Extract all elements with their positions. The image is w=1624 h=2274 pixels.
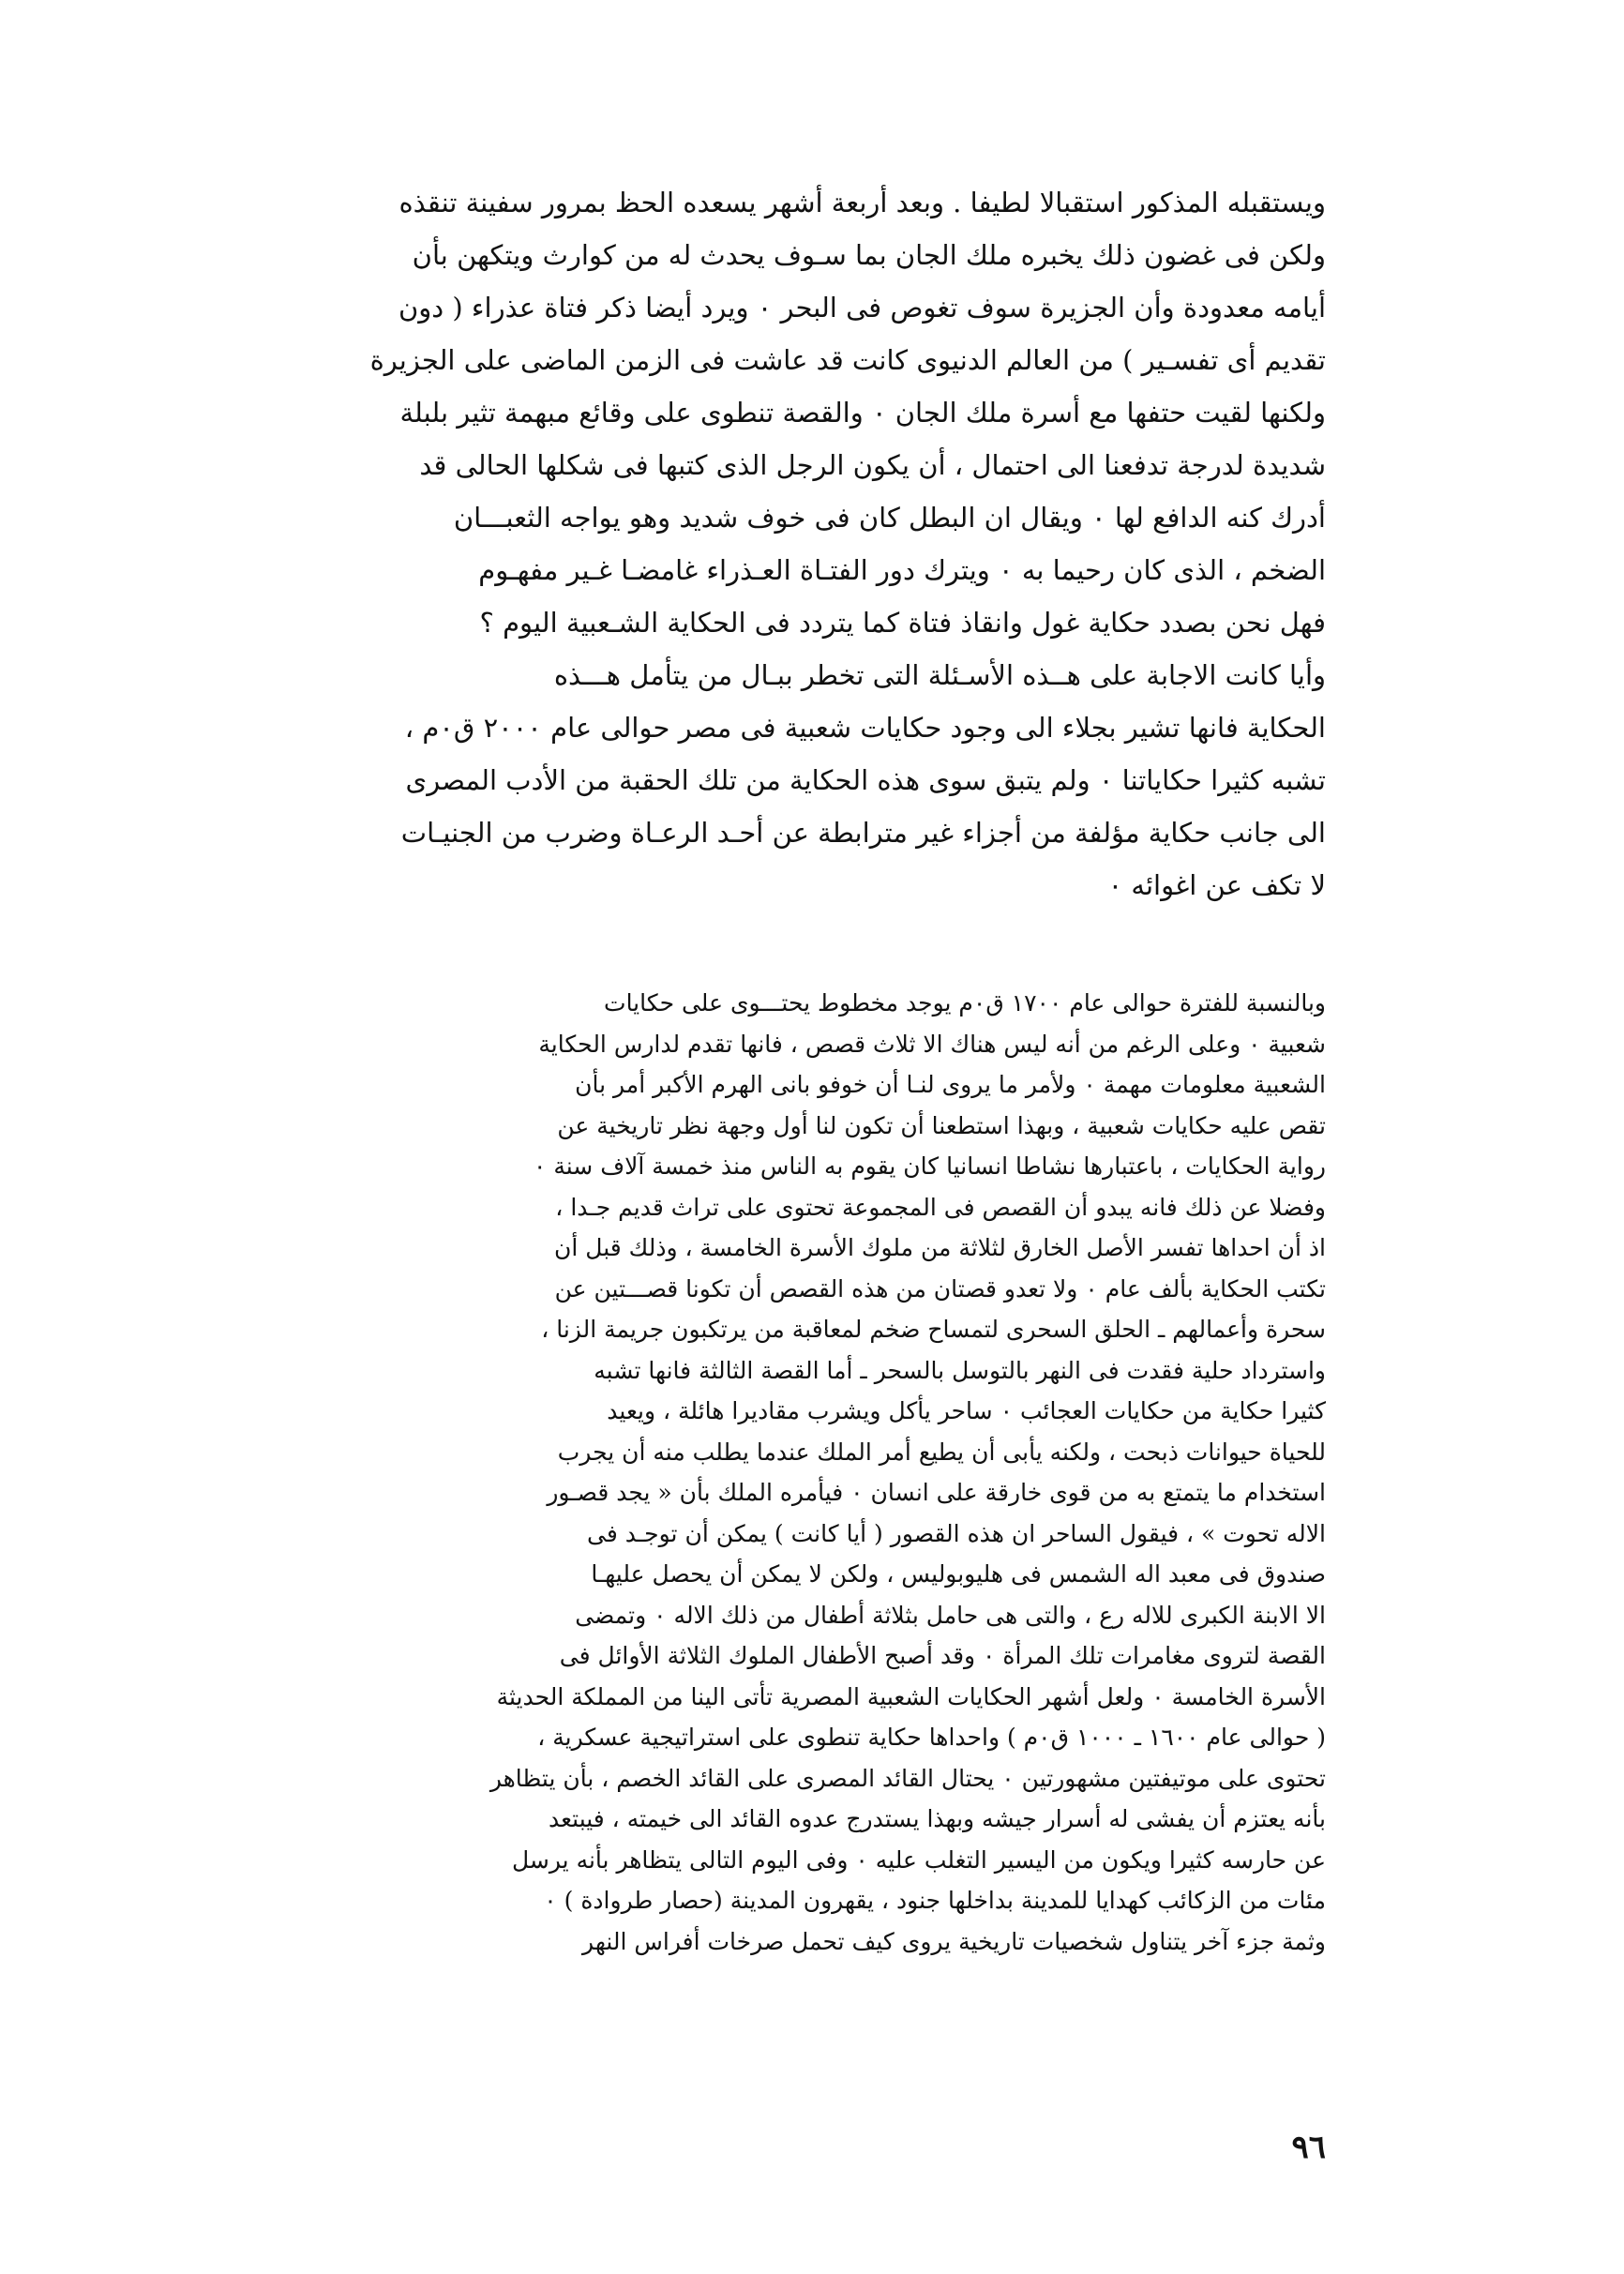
text-line: ( حوالى عام ١٦٠٠ ـ ١٠٠٠ ق٠م ) واحداها حكاية تنطوى على استراتيجية عسكرية ،	[537, 1724, 1326, 1751]
text-line: استخدام ما يتمتع به من قوى خارقة على انسان ٠ فيأمره الملك بأن « يجد قصـور	[547, 1479, 1326, 1506]
text-line: فهل نحن بصدد حكاية غول وانقاذ فتاة كما يتردد فى الحكاية الشـعبية اليوم ؟	[479, 607, 1326, 639]
text-line: تشبه كثيرا حكاياتنا ٠ ولم يتبق سوى هذه الحكاية من تلك الحقبة من الأدب المصرى	[405, 764, 1326, 796]
text-line: تقديم أى تفسـير ) من العالم الدنيوى كانت قد عاشت فى الزمن الماضى على الجزيرة	[369, 344, 1326, 376]
text-line: شعبية ٠ وعلى الرغم من أنه ليس هناك الا ثلاث قصص ، فانها تقدم لدارس الحكاية	[538, 1030, 1326, 1058]
text-line: وثمة جزء آخر يتناول شخصيات تاريخية يروى كيف تحمل صرخات أفراس النهر	[582, 1927, 1326, 1955]
text-line: تقص عليه حكايات شعبية ، وبهذا استطعنا أن تكون لنا أول وجهة نظر تاريخية عن	[557, 1111, 1326, 1139]
text-line: تحتوى على موتيفتين مشهورتين ٠ يحتال القائد المصرى على القائد الخصم ، بأن يتظاهر	[489, 1764, 1326, 1792]
text-line: شديدة لدرجة تدفعنا الى احتمال ، أن يكون الرجل الذى كتبها فى شكلها الحالى قد	[419, 449, 1326, 481]
text-line: اذ أن احداها تفسر الأصل الخارق لثلاثة من ملوك الأسرة الخامسة ، وذلك قبل أن	[554, 1234, 1326, 1261]
text-line: الاله تحوت » ، فيقول الساحر ان هذه القصور ( أيا كانت ) يمكن أن توجـد فى	[587, 1519, 1326, 1547]
text-line: الا الابنة الكبرى للاله رع ، والتى هى حامل بثلاثة أطفال من ذلك الاله ٠ وتمضى	[575, 1601, 1326, 1629]
text-line: لا تكف عن اغوائه ٠	[1107, 869, 1326, 901]
text-line: واسترداد حلية فقدت فى النهر بالتوسل بالسحر ـ أما القصة الثالثة فانها تشبه	[594, 1356, 1326, 1384]
text-line: عن حارسه كثيرا ويكون من اليسير التغلب عليه ٠ وفى اليوم التالى يتظاهر بأنه يرسل	[511, 1845, 1326, 1874]
text-line: الأسرة الخامسة ٠ ولعل أشهر الحكايات الشعبية المصرية تأتى الينا من المملكة الحديثة	[496, 1682, 1326, 1710]
text-line: وبالنسبة للفترة حوالى عام ١٧٠٠ ق٠م يوجد مخطوط يحتـــوى على حكايات	[604, 989, 1326, 1017]
paragraph-2	[274, 983, 1326, 1962]
text-line: الى جانب حكاية مؤلفة من أجزاء غير مترابطة عن أحـد الرعـاة وضرب من الجنيـات	[400, 817, 1326, 849]
text-line: أدرك كنه الدافع لها ٠ ويقال ان البطل كان فى خوف شديد وهو يواجه الثعبـــان	[453, 502, 1326, 534]
paragraph-1	[274, 176, 1326, 911]
text-line: وأيا كانت الاجابة على هــذه الأسـئلة التى تخطر ببـال من يتأمل هـــذه	[553, 659, 1326, 691]
text-line: أيامه معدودة وأن الجزيرة سوف تغوص فى البحر ٠ ويرد أيضا ذكر فتاة عذراء ( دون	[398, 292, 1326, 324]
text-line: صندوق فى معبد اله الشمس فى هليوبوليس ، ولكن لا يمكن أن يحصل عليهـا	[591, 1560, 1326, 1588]
text-line: ويستقبله المذكور استقبالا لطيفا . وبعد أربعة أشهر يسعده الحظ بمرور سفينة تنقذه	[398, 187, 1326, 218]
text-line: كثيرا حكاية من حكايات العجائب ٠ ساحر يأكل ويشرب مقاديرا هائلة ، ويعيد	[607, 1397, 1326, 1424]
text-line: مئات من الزكائب كهدايا للمدينة بداخلها جنود ، يقهرون المدينة (حصار طروادة ) ٠	[544, 1887, 1326, 1914]
text-line: القصة لتروى مغامرات تلك المرأة ٠ وقد أصبح الأطفال الملوك الثلاثة الأوائل فى	[559, 1642, 1326, 1669]
text-line: تكتب الحكاية بألف عام ٠ ولا تعدو قصتان من هذه القصص أن تكونا قصـــتين عن	[554, 1274, 1326, 1303]
text-line: ولكن فى غضون ذلك يخبره ملك الجان بما سـوف يحدث له من كوارث ويتكهن بأن	[412, 239, 1326, 271]
text-line: الشعبية معلومات مهمة ٠ ولأمر ما يروى لنـا أن خوفو بانى الهرم الأكبر أمر بأن	[575, 1071, 1326, 1098]
text-line: وفضلا عن ذلك فانه يبدو أن القصص فى المجموعة تحتوى على تراث قديم جـدا ،	[555, 1193, 1326, 1221]
page-number: ٩٦	[1291, 2129, 1326, 2166]
text-line: ولكنها لقيت حتفها مع أسرة ملك الجان ٠ والقصة تنطوى على وقائع مبهمة تثير بلبلة	[399, 397, 1326, 429]
text-line: بأنه يعتزم أن يفشى له أسرار جيشه وبهذا يستدرج عدوه القائد الى خيمته ، فيبتعد	[548, 1805, 1326, 1832]
text-line: رواية الحكايات ، باعتبارها نشاطا انسانيا كان يقوم به الناس منذ خمسة آلاف سنة ٠	[533, 1152, 1326, 1180]
text-line: للحياة حيوانات ذبحت ، ولكنه يأبى أن يطيع أمر الملك عندما يطلب منه أن يجرب	[557, 1438, 1326, 1466]
text-line: الحكاية فانها تشير بجلاء الى وجود حكايات شعبية فى مصر حوالى عام ٢٠٠٠ ق٠م ،	[404, 712, 1326, 744]
text-line: الضخم ، الذى كان رحيما به ٠ ويترك دور الفتـاة العـذراء غامضـا غـير مفهـوم	[478, 554, 1326, 586]
text-line: سحرة وأعمالهم ـ الحلق السحرى لتمساح ضخم لمعاقبة من يرتكبون جريمة الزنا ،	[541, 1316, 1326, 1343]
